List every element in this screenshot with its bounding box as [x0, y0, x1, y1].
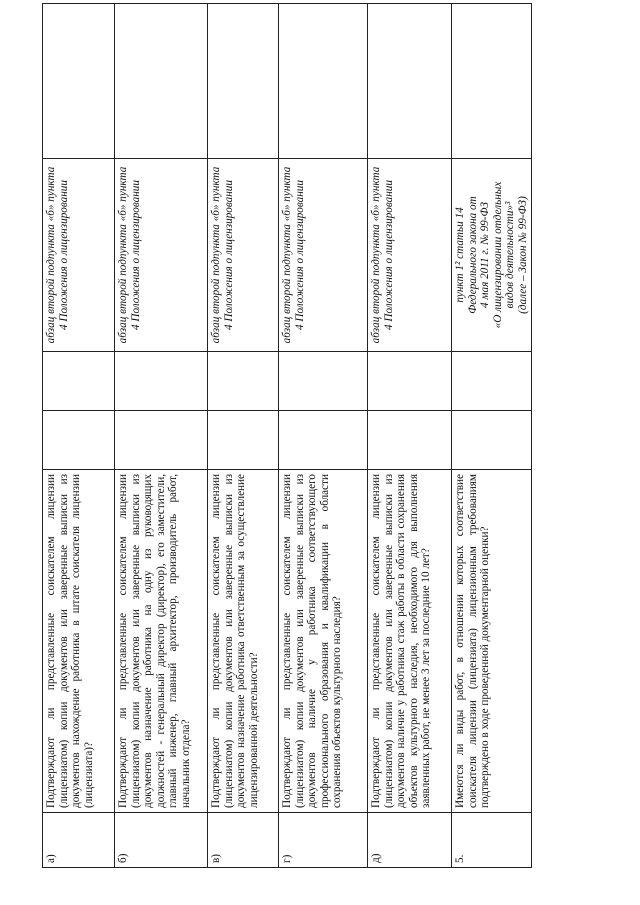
row-number: г) [279, 813, 368, 868]
question-cell: Подтверждают ли представленные соискателем лицензии (лицензиатом) копии документов или заверенные выписки из документов наличие у работника соответствующего профессионального образования и квалификации в области сохранения объектов культурного наследия? [279, 470, 368, 813]
empty-cell [115, 4, 208, 159]
empty-cell [452, 4, 532, 159]
reference-line: (далее – Закон № 99-ФЗ) [516, 196, 529, 314]
empty-cell [368, 4, 452, 159]
rotated-table-wrapper [42, 58, 529, 868]
table-row [452, 4, 532, 868]
empty-cell [43, 411, 115, 470]
question-cell: Подтверждают ли представленные соискателем лицензии (лицензиатом) копии документов или заверенные выписки из документов нахождение работника в штате соискателя лицензии (лицензиата)? [43, 470, 115, 813]
empty-cell [208, 411, 279, 470]
table-row [43, 4, 115, 868]
empty-cell [43, 4, 115, 159]
question-cell: Подтверждают ли представленные соискателем лицензии (лицензиатом) копии документов или заверенные выписки из документов наличие у работника стаж работы в области сохранения объектов культурного наследия, необходимого для выполнения заявленных работ, не менее 3 лет за последние 10 лет? [368, 470, 452, 813]
reference-line: «О лицензировании отдельных [491, 181, 504, 329]
empty-cell [279, 411, 368, 470]
empty-cell [208, 4, 279, 159]
empty-cell [279, 4, 368, 159]
reference-cell: абзац второй подпункта «б» пункта 4 Положения о лицензировании [279, 159, 368, 352]
reference-cell: абзац второй подпункта «б» пункта 4 Положения о лицензировании [115, 159, 208, 352]
empty-cell [115, 352, 208, 411]
empty-cell [43, 352, 115, 411]
question-cell: Имеются ли виды работ, в отношении которых соответствие соискателя лицензии (лицензиата) лицензионным требованиям подтверждено в ходе проведенной документарной оценки? [452, 470, 532, 813]
row-number: а) [43, 813, 115, 868]
row-number: д) [368, 813, 452, 868]
reference-cell: абзац второй подпункта «б» пункта 4 Положения о лицензировании [368, 159, 452, 352]
row-number: в) [208, 813, 279, 868]
reference-line: пункт 1² статьи 14 [454, 207, 466, 303]
reference-line: Федерального закона от [466, 196, 479, 314]
empty-cell [208, 352, 279, 411]
empty-cell [452, 411, 532, 470]
reference-line: 4 мая 2011 г. № 99-ФЗ [479, 201, 492, 309]
table-row [208, 4, 279, 868]
table-row [368, 4, 452, 868]
empty-cell [368, 411, 452, 470]
question-cell: Подтверждают ли представленные соискателем лицензии (лицензиатом) копии документов или заверенные выписки из документов назначение работника ответственным за осуществление лицензированной деятельности? [208, 470, 279, 813]
empty-cell [115, 411, 208, 470]
row-number: б) [115, 813, 208, 868]
table-row [115, 4, 208, 868]
reference-cell: абзац второй подпункта «б» пункта 4 Положения о лицензировании [43, 159, 115, 352]
empty-cell [452, 352, 532, 411]
row-number: 5. [452, 813, 532, 868]
empty-cell [368, 352, 452, 411]
question-cell: Подтверждают ли представленные соискателем лицензии (лицензиатом) копии документов или заверенные выписки из документов назначение работника на одну из руководящих должностей - генеральный директор (директор), его заместители, главный инженер, главный архитектор, производитель работ, начальник отдела? [115, 470, 208, 813]
reference-cell-law [452, 159, 532, 352]
table-row [279, 4, 368, 868]
reference-cell: абзац второй подпункта «б» пункта 4 Положения о лицензировании [208, 159, 279, 352]
reference-line: видов деятельности»³ [504, 201, 517, 309]
empty-cell [279, 352, 368, 411]
checklist-table [42, 3, 532, 868]
